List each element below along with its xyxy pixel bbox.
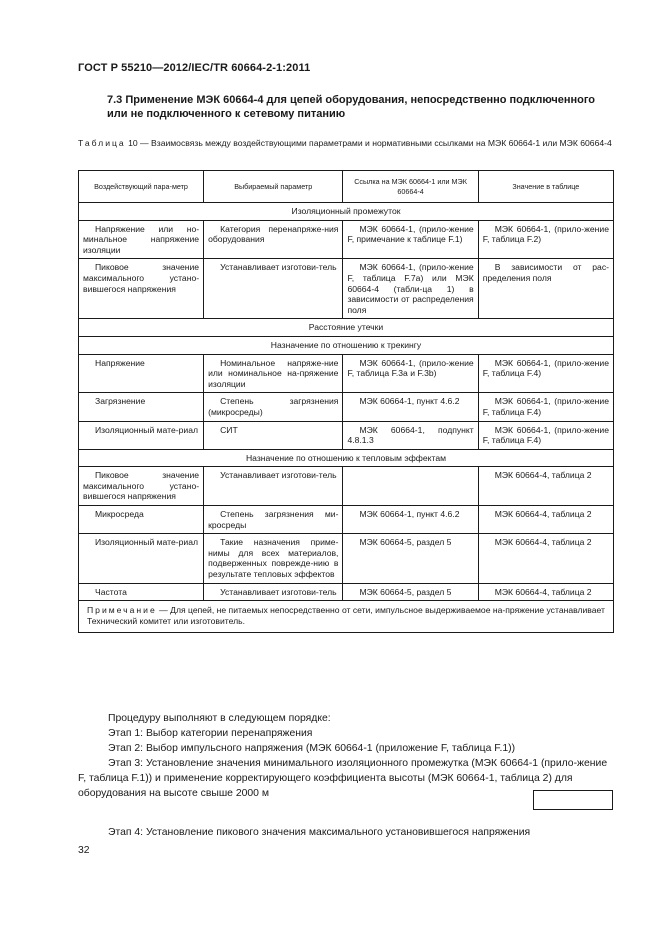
note-label: Примечание <box>87 605 157 616</box>
table-cell <box>343 467 478 506</box>
table-cell: МЭК 60664-1, подпункт 4.8.1.3 <box>343 421 478 449</box>
note-text: — Для цепей, не питаемых непосредственно от сети, импульсное выдерживаемое на-пряжение устанавливает Технический комитет или изготовитель. <box>87 605 605 626</box>
column-header: Воздействующий пара-метр <box>79 171 204 203</box>
table-cell: Степень загрязнения (микросреды) <box>204 393 343 421</box>
group-title: Назначение по отношению к трекингу <box>79 336 614 354</box>
group-title: Изоляционный промежуток <box>79 203 614 221</box>
table-cell: СИТ <box>204 421 343 449</box>
table-cell: Устанавливает изготови-тель <box>204 259 343 319</box>
procedure-step-2: Этап 2: Выбор импульсного напряжения (МЭК 60664-1 (приложение F, таблица F.1)) <box>108 743 516 754</box>
procedure-step-4: Этап 4: Установление пикового значения максимального установившегося напряжения <box>108 827 531 838</box>
table-caption <box>78 138 618 149</box>
procedure-step-3: Этап 3: Установление значения минимального изоляционного промежутка (МЭК 60664-1 (прило-жение F, таблица F.1)) и применение корректирующего коэффициента высоты (МЭК 60664-1, таблица 2) для оборудования на высоте свыше 2000 м <box>78 758 608 799</box>
column-header: Выбираемый параметр <box>204 171 343 203</box>
group-title: Расстояние утечки <box>79 319 614 337</box>
table-cell: Пиковое значение максимального устано-вившегося напряжения <box>79 259 204 319</box>
table-caption-text: 10 — Взаимосвязь между воздействующими параметрами и нормативными ссылками на МЭК 60664-1 или МЭК 60664-4 <box>128 138 612 148</box>
procedure-intro: Процедуру выполняют в следующем порядке: <box>108 713 331 724</box>
table-cell: Загрязнение <box>79 393 204 421</box>
table-cell: МЭК 60664-1, (прило-жение F, примечание к таблице F.1) <box>343 220 478 259</box>
column-header: Ссылка на МЭК 60664-1 или МЭК 60664-4 <box>343 171 478 203</box>
column-header: Значение в таблице <box>478 171 613 203</box>
empty-frame <box>533 790 613 810</box>
table-cell: Изоляционный мате-риал <box>79 534 204 583</box>
procedure-step-1: Этап 1: Выбор категории перенапряжения <box>108 728 313 739</box>
procedure-text <box>78 711 614 801</box>
table-row <box>79 259 614 319</box>
table-header-row <box>79 171 614 203</box>
section-title: 7.3 Применение МЭК 60664-4 для цепей оборудования, непосредственно подключенного или не подключенного к сетевому питанию <box>107 94 595 120</box>
table-row <box>79 467 614 506</box>
table-row <box>79 393 614 421</box>
table-cell: В зависимости от рас-пределения поля <box>478 259 613 319</box>
table-group-row <box>79 203 614 221</box>
table-caption-label: Таблица <box>78 138 126 148</box>
table-row <box>79 583 614 601</box>
parameters-table <box>78 170 614 633</box>
table-cell: Пиковое значение максимального устано-вившегося напряжения <box>79 467 204 506</box>
table-note-row <box>79 601 614 633</box>
table-cell: Микросреда <box>79 506 204 534</box>
table-row <box>79 506 614 534</box>
group-title: Назначение по отношению к тепловым эффектам <box>79 449 614 467</box>
table-row <box>79 421 614 449</box>
table-cell: МЭК 60664-1, (прило-жение F, таблица F.7a) или МЭК 60664-4 (табли-ца 1) в зависимости от распределения поля <box>343 259 478 319</box>
table-cell: МЭК 60664-1, (прило-жение F, таблица F.4) <box>478 354 613 393</box>
table-cell: МЭК 60664-1, (прило-жение F, таблица F.4) <box>478 421 613 449</box>
table-row <box>79 534 614 583</box>
table-cell: Напряжение или но-минальное напряжение изоляции <box>79 220 204 259</box>
table-cell: Номинальное напряже-ние или номинальное на-пряжение изоляции <box>204 354 343 393</box>
table-row <box>79 354 614 393</box>
document-header: ГОСТ Р 55210—2012/IEC/TR 60664-2-1:2011 <box>78 62 311 74</box>
table-cell: МЭК 60664-1, (прило-жение F, таблица F.2) <box>478 220 613 259</box>
table-cell: МЭК 60664-4, таблица 2 <box>478 534 613 583</box>
table-row <box>79 220 614 259</box>
table-group-row <box>79 336 614 354</box>
table-cell: Устанавливает изготови-тель <box>204 583 343 601</box>
procedure-step-4-block <box>78 825 614 840</box>
table-cell: МЭК 60664-1, (прило-жение F, таблица F.4) <box>478 393 613 421</box>
table-cell: МЭК 60664-5, раздел 5 <box>343 534 478 583</box>
table-cell: Изоляционный мате-риал <box>79 421 204 449</box>
table-group-row <box>79 319 614 337</box>
page-number: 32 <box>78 845 90 856</box>
table-cell: Степень загрязнения ми-кросреды <box>204 506 343 534</box>
table-group-row <box>79 449 614 467</box>
table-cell: МЭК 60664-5, раздел 5 <box>343 583 478 601</box>
table-cell: МЭК 60664-1, пункт 4.6.2 <box>343 506 478 534</box>
table-cell: Такие назначения приме-нимы для всех материалов, подверженных поврежде-нию в результате тепловых эффектов <box>204 534 343 583</box>
table-cell: Устанавливает изготови-тель <box>204 467 343 506</box>
table-cell: МЭК 60664-1, (прило-жение F, таблица F.3а и F.3b) <box>343 354 478 393</box>
table-cell: МЭК 60664-4, таблица 2 <box>478 506 613 534</box>
table-cell: МЭК 60664-4, таблица 2 <box>478 583 613 601</box>
table-cell: МЭК 60664-1, пункт 4.6.2 <box>343 393 478 421</box>
table-note <box>79 601 614 633</box>
table-cell: Напряжение <box>79 354 204 393</box>
table-cell: МЭК 60664-4, таблица 2 <box>478 467 613 506</box>
table-cell: Категория перенапряже-ния оборудования <box>204 220 343 259</box>
table-cell: Частота <box>79 583 204 601</box>
